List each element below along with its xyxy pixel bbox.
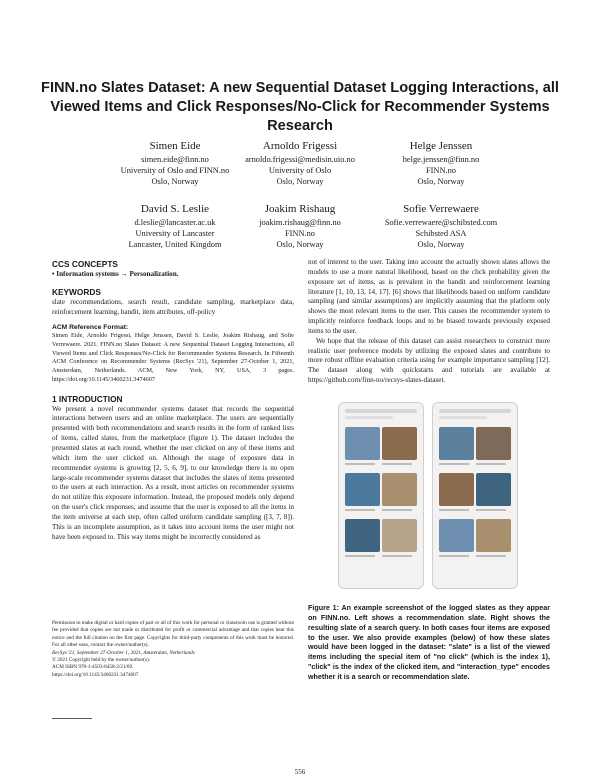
phone-header bbox=[439, 409, 511, 413]
item-caption bbox=[439, 509, 469, 511]
item-caption bbox=[476, 463, 506, 465]
author-name: David S. Leslie bbox=[140, 203, 210, 215]
author-affiliation: FINN.no bbox=[425, 166, 456, 175]
author-location: Oslo, Norway bbox=[417, 177, 465, 186]
author-name: Sofie Verrewaere bbox=[403, 203, 479, 215]
isbn-line: ACM ISBN 978-1-4503-8458-2/21/09. bbox=[52, 664, 134, 671]
phone-search bbox=[432, 402, 518, 589]
reference-heading: ACM Reference Format: bbox=[52, 323, 129, 331]
intro-paragraph: We hope that the release of this dataset can assist researchers to construct more realistic user preference models by utilizing the exposed slates and contribute to more robust offline evaluation criteria using for example importance sampling [12]. The dataset along with quickstarts and tutorials are available at https://github.com/finn-no/recsys-slates-dataset. bbox=[308, 336, 550, 385]
item-image bbox=[439, 427, 474, 460]
item-image bbox=[345, 427, 380, 460]
author-affiliation: FINN.no bbox=[284, 229, 315, 238]
item-image bbox=[382, 519, 417, 552]
permission-notice: Permission to make digital or hard copies of part or all of this work for personal or classroom use is granted without fee provided that copies are not made or distributed for profit or commercial advantage and that copies bear this notice and the full citation on the first page. Copyrights for third-party components of this work must be honored. For all other uses, contact the owner/author(s). bbox=[52, 620, 294, 649]
paper-title: FINN.no Slates Dataset: A new Sequential Dataset Logging Interactions, all Viewed Items and Click Responses/No-Click for Recommender Systems Research bbox=[41, 80, 559, 134]
item-caption bbox=[476, 509, 506, 511]
ccs-text: • Information systems → Personalization. bbox=[52, 270, 179, 278]
author-email[interactable]: helge.jenssen@finn.no bbox=[402, 155, 480, 164]
keywords-heading: KEYWORDS bbox=[52, 286, 101, 297]
item-caption bbox=[439, 463, 469, 465]
author-email[interactable]: Sofie.verrewaere@schibsted.com bbox=[384, 218, 498, 227]
footnote bbox=[52, 620, 294, 679]
item-image bbox=[382, 473, 417, 506]
author-location: Oslo, Norway bbox=[276, 177, 324, 186]
author-location: Oslo, Norway bbox=[151, 177, 199, 186]
author-location: Lancaster, United Kingdom bbox=[128, 240, 222, 249]
item-caption bbox=[345, 463, 375, 465]
item-image bbox=[439, 473, 474, 506]
author-name: Arnoldo Frigessi bbox=[262, 140, 338, 152]
author-affiliation: University of Lancaster bbox=[135, 229, 215, 238]
item-image bbox=[345, 519, 380, 552]
phone-header bbox=[345, 409, 417, 413]
item-image bbox=[382, 427, 417, 460]
intro-paragraph: not of interest to the user. Taking into account the actually shown slates allows the models to use a more natural likelihood, based on the click probability given the exposure set of items, as is prevalent in the bandit and reinforcement learning literature [1, 10, 13, 14, 17]. [6] shows that likelihoods based on uniform candidate sampling (and similar assumptions) are implicitly assuming that the platform only shows the most relevant items to the user. This causes the recommender system to implicitly reinforce feedback loops and to be biased towards previously exposed items to the user. bbox=[308, 258, 550, 335]
item-caption bbox=[476, 555, 506, 557]
item-image bbox=[476, 427, 511, 460]
item-caption bbox=[345, 509, 375, 511]
author-name: Joakim Rishaug bbox=[264, 203, 336, 215]
item-caption bbox=[439, 555, 469, 557]
right-column bbox=[308, 258, 550, 386]
copyright-line: © 2021 Copyright held by the owner/author(s). bbox=[52, 657, 151, 664]
intro-paragraph: We present a novel recommender systems dataset that records the sequential interactions between users and an online marketplace. The users are sequentially presented with both recommendations and search results in the form of ranked lists of items, called slates, from the marketplace (figure 1). The dataset includes the presented slates at each round, whether the user clicked on any of these items and which item the user clicked on. Although the usage of exposure data in recommender systems is growing [2, 5, 6, 9], to our knowledge there is no open large-scale recommender systems dataset that includes the slates of items presented to the users at each interaction. As a result, most articles on recommender systems do not utilize this exposure information. Instead, the proposed models only depend on the user's click responses, and assume that the user is exposed to all the items in the item universe at each step, often called uniform candidate sampling ([3, 7, 8]). This is an incomplete assumption, as it takes into account items the user might not have been exposed to. This way items might be incorrectly considered as bbox=[52, 404, 294, 541]
figure-1-screenshot bbox=[338, 402, 518, 587]
item-caption bbox=[382, 509, 412, 511]
intro-heading: 1 INTRODUCTION bbox=[52, 393, 123, 404]
page-number: 556 bbox=[294, 768, 306, 776]
item-image bbox=[345, 473, 380, 506]
footnote-rule bbox=[52, 718, 92, 719]
doi-link[interactable]: https://doi.org/10.1145/3460231.3474607 bbox=[52, 671, 139, 678]
item-image bbox=[439, 519, 474, 552]
author-location: Oslo, Norway bbox=[417, 240, 465, 249]
keywords-text: slate recommendations, search result, candidate sampling, marketplace data, reinforcement learning, bandit, item attributes, off-policy bbox=[52, 297, 294, 316]
ccs-heading: CCS CONCEPTS bbox=[52, 259, 118, 269]
author-affiliation: University of Oslo bbox=[268, 166, 332, 175]
phone-subheader bbox=[345, 416, 393, 419]
item-image bbox=[476, 473, 511, 506]
author-location: Oslo, Norway bbox=[276, 240, 324, 249]
author-name: Simen Eide bbox=[149, 140, 201, 152]
author-block bbox=[356, 203, 526, 250]
phone-subheader bbox=[439, 416, 487, 419]
item-caption bbox=[382, 463, 412, 465]
item-caption bbox=[345, 555, 375, 557]
phone-recommendation bbox=[338, 402, 424, 589]
author-affiliation: Schibsted ASA bbox=[415, 229, 467, 238]
author-block bbox=[356, 140, 526, 187]
reference-text: Simen Eide, Arnoldo Frigessi, Helge Jenssen, David S. Leslie, Joakim Rishaug, and Sofie Verrewaere. 2021. FINN.no Slates Dataset: A new Sequential Dataset Logging Interactions, all Viewed Items and Click Responses/No-Click for Recommender Systems Research. In Fifteenth ACM Conference on Recommender Systems (RecSys '21), September 27-October 1, 2021, Amsterdam, Netherlands. ACM, New York, NY, USA, 3 pages. https://doi.org/10.1145/3460231.3474607 bbox=[52, 332, 294, 383]
author-email[interactable]: d.leslie@lancaster.ac.uk bbox=[134, 218, 216, 227]
item-caption bbox=[382, 555, 412, 557]
conference-line: RecSys '21, September 27-October 1, 2021, Amsterdam, Netherlands bbox=[52, 649, 195, 656]
author-name: Helge Jenssen bbox=[409, 140, 473, 152]
author-email[interactable]: joakim.rishaug@finn.no bbox=[259, 218, 341, 227]
author-affiliation: University of Oslo and FINN.no bbox=[120, 166, 230, 175]
author-email[interactable]: arnoldo.frigessi@medisin.uio.no bbox=[245, 155, 355, 164]
author-email[interactable]: simen.eide@finn.no bbox=[141, 155, 209, 164]
item-image bbox=[476, 519, 511, 552]
figure-caption: Figure 1: An example screenshot of the logged slates as they appear on FINN.no. Left shows a recommendation slate. Right shows the resulting slate of a search query. In both cases four items are exposed to the user. We also provide examples (below) of how these slates would have been logged in the dataset: "slate" is a list of the viewed items including the special item of "no click" (which is the index 1), "click" is the index of the clicked item, and "interaction_type" encodes whether it is a search or recommendation slate. bbox=[308, 604, 550, 681]
left-column bbox=[52, 258, 294, 548]
